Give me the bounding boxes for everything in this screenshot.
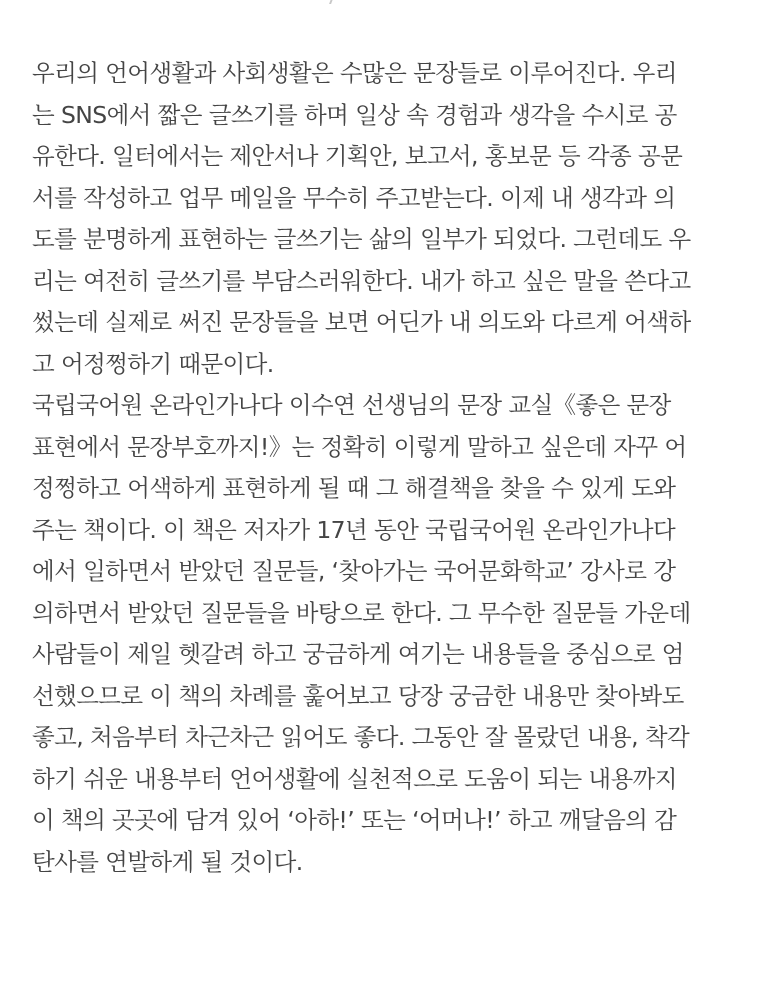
book-description-text [32,53,742,883]
paragraph-2 [32,385,742,883]
text-line: 의하면서 받았던 질문들을 바탕으로 한다. 그 무수한 질문들 가운데 [32,598,691,627]
text-line: 고 어정쩡하기 때문이다. [32,349,274,378]
paragraph-1 [32,53,742,385]
text-line: 는 SNS에서 짧은 글쓰기를 하며 일상 속 경험과 생각을 수시로 공 [32,100,677,129]
text-line: 표현에서 문장부호까지!》는 정확히 이렇게 말하고 싶은데 자꾸 어 [32,432,687,461]
text-line: 우리의 언어생활과 사회생활은 수많은 문장들로 이루어진다. 우리 [32,59,677,87]
text-line: 국립국어원 온라인가나다 이수연 선생님의 문장 교실《좋은 문장 [32,391,671,419]
text-line: 정쩡하고 어색하게 표현하게 될 때 그 해결책을 찾을 수 있게 도와 [32,474,676,502]
text-line: 탄사를 연발하게 될 것이다. [32,847,303,876]
text-line: 이 책의 곳곳에 담겨 있어 ‘아하!’ 또는 ‘어머나!’ 하고 깨달음의 감 [32,806,677,834]
text-line: 에서 일하면서 받았던 질문들, ‘찾아가는 국어문화학교’ 강사로 강 [32,557,676,585]
text-line: 사람들이 제일 헷갈려 하고 궁금하게 여기는 내용들을 중심으로 엄 [32,640,684,668]
text-line: 유한다. 일터에서는 제안서나 기획안, 보고서, 홍보문 등 각종 공문 [32,142,683,170]
text-line: 주는 책이다. 이 책은 저자가 17년 동안 국립국어원 온라인가나다 [32,515,676,544]
text-line: 리는 여전히 글쓰기를 부담스러워한다. 내가 하고 싶은 말을 쓴다고 [32,266,691,295]
text-line: 선했으므로 이 책의 차례를 훑어보고 당장 궁금한 내용만 찾아봐도 [32,681,684,710]
text-line: 서를 작성하고 업무 메일을 무수히 주고받는다. 이제 내 생각과 의 [32,183,676,212]
text-line: 하기 쉬운 내용부터 언어생활에 실천적으로 도움이 되는 내용까지 [32,764,677,793]
text-line: 도를 분명하게 표현하는 글쓰기는 삶의 일부가 되었다. 그런데도 우 [32,225,691,253]
page-top-mark [321,0,337,4]
text-line: 썼는데 실제로 써진 문장들을 보면 어딘가 내 의도와 다르게 어색하 [32,308,691,336]
text-line: 좋고, 처음부터 차근차근 읽어도 좋다. 그동안 잘 몰랐던 내용, 착각 [32,723,690,751]
